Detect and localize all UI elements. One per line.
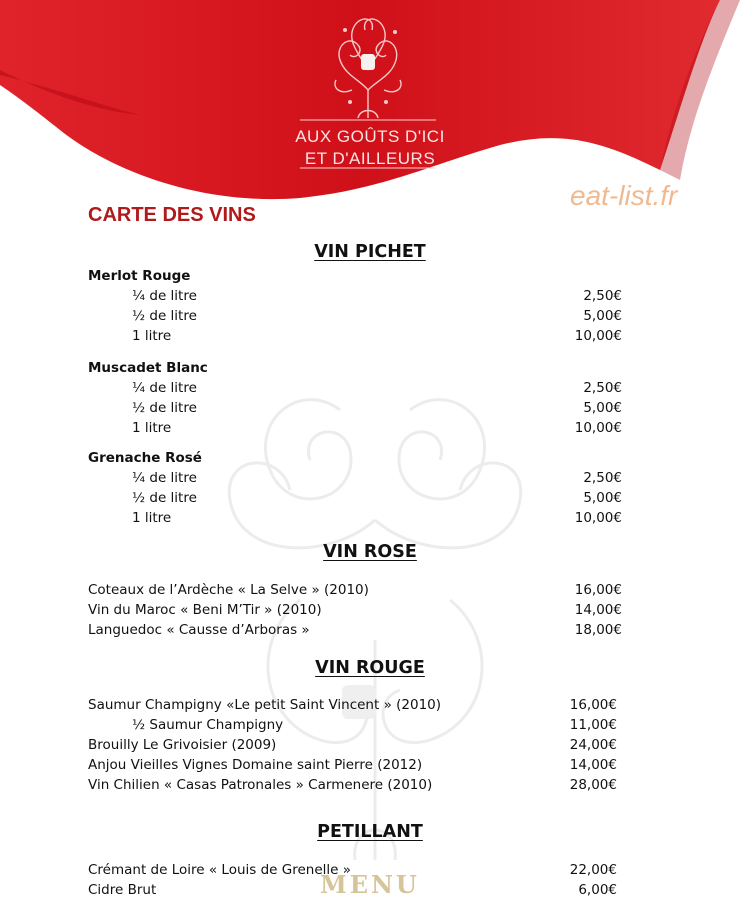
section-heading-vin-rouge: VIN ROUGE [315, 658, 425, 678]
item-price: 10,00€ [574, 328, 622, 344]
group-title: Merlot Rouge [88, 268, 191, 284]
price-row [0, 380, 740, 398]
price-row [0, 308, 740, 326]
price-row [0, 757, 740, 775]
item-label: 1 litre [132, 420, 172, 436]
item-label: Saumur Champigny «Le petit Saint Vincent » (2010) [88, 697, 442, 713]
menu-title: CARTE DES VINS [88, 204, 256, 226]
price-row [0, 420, 740, 438]
item-label: Vin Chilien « Casas Patronales » Carmenere (2010) [88, 777, 433, 793]
price-row [0, 582, 740, 600]
item-label: Coteaux de l’Ardèche « La Selve » (2010) [88, 582, 369, 598]
item-price: 2,50€ [583, 470, 622, 486]
item-label: ¼ de litre [132, 288, 197, 304]
price-row [0, 400, 740, 418]
section-heading-vin-pichet: VIN PICHET [314, 242, 426, 262]
item-label: ½ Saumur Champigny [132, 717, 284, 733]
item-label: Vin du Maroc « Beni M’Tir » (2010) [88, 602, 322, 618]
item-label: Cidre Brut [88, 882, 157, 898]
price-row [0, 717, 740, 735]
price-row [0, 737, 740, 755]
section-heading-petillant: PETILLANT [317, 822, 423, 842]
item-price: 16,00€ [574, 582, 622, 598]
item-price: 22,00€ [569, 862, 617, 878]
brand-name-line1: AUX GOÛTS D'ICI [295, 127, 445, 146]
group-title: Grenache Rosé [88, 450, 202, 466]
footer-menu-label: MENU [320, 870, 420, 899]
watermark-text: eat-list.fr [570, 180, 678, 211]
item-price: 5,00€ [583, 308, 622, 324]
item-label: Brouilly Le Grivoisier (2009) [88, 737, 277, 753]
item-price: 24,00€ [569, 737, 617, 753]
item-price: 6,00€ [578, 882, 617, 898]
price-row [0, 288, 740, 306]
price-row [0, 697, 740, 715]
item-label: 1 litre [132, 328, 172, 344]
price-row [0, 622, 740, 640]
price-row [0, 470, 740, 488]
price-row [0, 510, 740, 528]
item-label: ½ de litre [132, 400, 197, 416]
price-row [0, 777, 740, 795]
item-price: 5,00€ [583, 490, 622, 506]
item-price: 18,00€ [574, 622, 622, 638]
item-label: ½ de litre [132, 308, 197, 324]
item-price: 28,00€ [569, 777, 617, 793]
item-label: ½ de litre [132, 490, 197, 506]
item-label: Crémant de Loire « Louis de Grenelle » [88, 862, 351, 878]
item-price: 10,00€ [574, 510, 622, 526]
price-row [0, 602, 740, 620]
item-label: 1 litre [132, 510, 172, 526]
item-label: ¼ de litre [132, 470, 197, 486]
item-price: 5,00€ [583, 400, 622, 416]
item-label: Languedoc « Causse d’Arboras » [88, 622, 310, 638]
item-price: 11,00€ [569, 717, 617, 733]
item-price: 2,50€ [583, 288, 622, 304]
item-price: 10,00€ [574, 420, 622, 436]
item-label: Anjou Vieilles Vignes Domaine saint Pierre (2012) [88, 757, 423, 773]
group-title: Muscadet Blanc [88, 360, 208, 376]
item-label: ¼ de litre [132, 380, 197, 396]
brand-name-line2: ET D'AILLEURS [304, 149, 436, 168]
item-price: 14,00€ [574, 602, 622, 618]
price-row [0, 328, 740, 346]
item-price: 14,00€ [569, 757, 617, 773]
item-price: 16,00€ [569, 697, 617, 713]
price-row [0, 490, 740, 508]
item-price: 2,50€ [583, 380, 622, 396]
section-heading-vin-rose: VIN ROSE [323, 542, 417, 562]
